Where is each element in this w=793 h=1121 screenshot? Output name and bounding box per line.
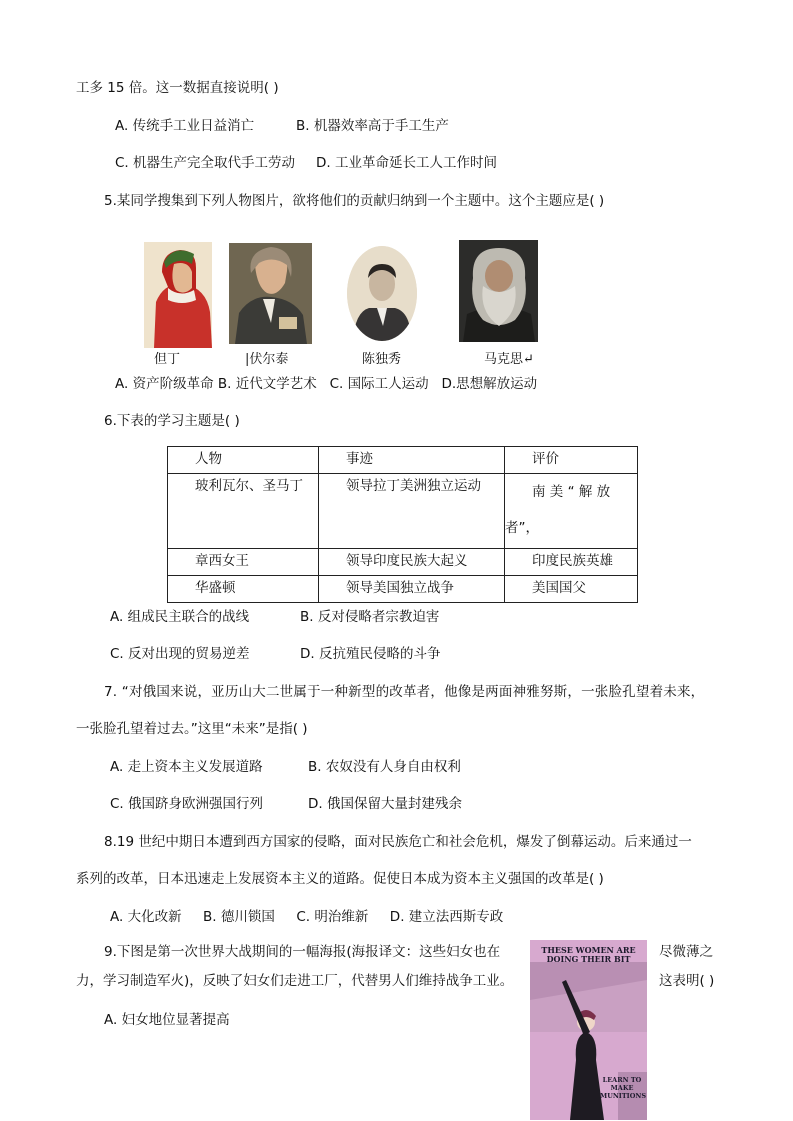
q5-options[interactable]: A. 资产阶级革命 B. 近代文学艺术 C. 国际工人运动 D.思想解放运动 [115, 376, 538, 392]
q4-stem-tail: 工多 15 倍。这一数据直接说明( ) [76, 80, 279, 96]
table-header-cell: 事迹 [319, 447, 505, 474]
q4-option-c[interactable]: C. 机器生产完全取代手工劳动 [115, 155, 296, 171]
q8-stem-line-1: 8.19 世纪中期日本遭到西方国家的侵略，面对民族危亡和社会危机，爆发了倒幕运动。后来通过一 [104, 834, 692, 850]
q9-stem-line-2a: 力，学习制造军火)，反映了妇女们走进工厂，代替男人们维持战争工业。 [76, 973, 514, 989]
q7-stem-line-2: 一张脸孔望着过去。”这里“未来”是指( ) [76, 721, 308, 737]
caption-marx: 马克思↵ [484, 352, 534, 367]
q9-stem-line-1a: 9.下图是第一次世界大战期间的一幅海报(海报译文：这些妇女也在 [104, 944, 501, 960]
table-cell: 章西女王 [168, 549, 319, 576]
marx-drawing [459, 240, 538, 342]
dante-drawing [144, 242, 212, 348]
q8-stem-line-2: 系列的改革，日本迅速走上发展资本主义的道路。促使日本成为资本主义强国的改革是( ) [76, 871, 604, 887]
table-cell: 玻利瓦尔、圣马丁 [168, 474, 319, 549]
table-cell: 美国国父 [505, 576, 638, 603]
table-cell-eval [505, 474, 638, 549]
q4-option-d[interactable]: D. 工业革命延长工人工作时间 [316, 155, 497, 171]
q7-option-d[interactable]: D. 俄国保留大量封建残余 [308, 796, 462, 812]
q4-option-b[interactable]: B. 机器效率高于手工生产 [296, 118, 449, 134]
poster-headline: THESE WOMEN ARE DOING THEIR BIT [541, 945, 636, 964]
voltaire-drawing [229, 243, 312, 344]
q8-options[interactable]: A. 大化改新 B. 德川锁国 C. 明治维新 D. 建立法西斯专政 [110, 909, 504, 925]
table-row [168, 474, 638, 549]
table-cell: 领导拉丁美洲独立运动 [319, 474, 505, 549]
q6-option-d[interactable]: D. 反抗殖民侵略的斗争 [300, 646, 441, 662]
table-cell: 印度民族英雄 [505, 549, 638, 576]
caption-chen-duxiu: 陈独秀 [362, 352, 402, 367]
q6-option-b[interactable]: B. 反对侵略者宗教迫害 [300, 609, 440, 625]
chen-duxiu-portrait [347, 246, 417, 341]
caption-dante: 但丁 [154, 352, 181, 367]
caption-voltaire: |伏尔泰 [245, 352, 289, 367]
dante-portrait [144, 242, 212, 348]
wwi-poster [530, 940, 647, 1120]
q7-option-b[interactable]: B. 农奴没有人身自由权利 [308, 759, 461, 775]
q9-stem-line-2b: 这表明( ) [659, 973, 715, 989]
q5-stem: 5.某同学搜集到下列人物图片，欲将他们的贡献归纳到一个主题中。这个主题应是( ) [104, 193, 605, 209]
q6-stem: 6.下表的学习主题是( ) [104, 413, 240, 429]
table-header-row [168, 447, 638, 474]
q9-stem-line-1b: 尽微薄之 [659, 944, 713, 960]
marx-portrait [459, 240, 538, 342]
eval-line-2: 者”， [505, 520, 539, 536]
eval-line-1: 南 美 “ 解 放 [532, 484, 611, 500]
q4-option-a[interactable]: A. 传统手工业日益消亡 [115, 118, 255, 134]
table-cell: 领导美国独立战争 [319, 576, 505, 603]
q6-option-c[interactable]: C. 反对出现的贸易逆差 [110, 646, 250, 662]
q9-option-a[interactable]: A. 妇女地位显著提高 [104, 1012, 230, 1028]
poster-slogan: LEARN TO MAKE MUNITIONS [600, 1076, 647, 1100]
chen-duxiu-drawing [347, 246, 417, 341]
table-cell: 领导印度民族大起义 [319, 549, 505, 576]
q6-table [167, 446, 638, 603]
table-row [168, 576, 638, 603]
table-header-cell: 人物 [168, 447, 319, 474]
table-cell: 华盛顿 [168, 576, 319, 603]
q6-option-a[interactable]: A. 组成民主联合的战线 [110, 609, 250, 625]
table-header-cell: 评价 [505, 447, 638, 474]
q7-option-a[interactable]: A. 走上资本主义发展道路 [110, 759, 263, 775]
table-row [168, 549, 638, 576]
q7-option-c[interactable]: C. 俄国跻身欧洲强国行列 [110, 796, 264, 812]
q7-stem-line-1: 7. “对俄国来说，亚历山大二世属于一种新型的改革者，他像是两面神雅努斯，一张脸孔望着未来， [104, 684, 705, 700]
voltaire-portrait [229, 243, 312, 344]
